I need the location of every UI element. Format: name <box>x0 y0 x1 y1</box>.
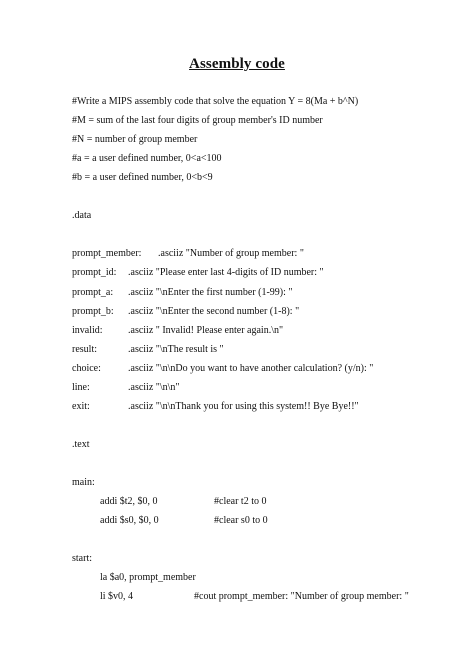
data-label-prompt-id: prompt_id: <box>72 267 117 278</box>
main-instruction-1-comment: #clear t2 to 0 <box>214 496 267 507</box>
main-instruction-1-code: addi $t2, $0, 0 <box>100 496 158 507</box>
data-label-exit: exit: <box>72 401 90 412</box>
document-title: Assembly code <box>189 56 285 72</box>
data-value-prompt-a: .asciiz "\nEnter the first number (1-99): " <box>128 287 293 298</box>
data-value-prompt-member: .asciiz "Number of group member: " <box>158 248 304 259</box>
comment-line-3: #N = number of group member <box>72 134 198 145</box>
data-label-prompt-a: prompt_a: <box>72 287 114 298</box>
data-label-choice: choice: <box>72 363 101 374</box>
data-label-prompt-b: prompt_b: <box>72 306 114 317</box>
text-directive: .text <box>72 439 90 450</box>
data-label-invalid: invalid: <box>72 325 103 336</box>
data-value-result: .asciiz "\nThe result is " <box>128 344 224 355</box>
data-value-choice: .asciiz "\n\nDo you want to have another calculation? (y/n): " <box>128 363 374 374</box>
start-label: start: <box>72 553 92 564</box>
start-instruction-2-code: li $v0, 4 <box>100 591 134 602</box>
data-label-line: line: <box>72 382 90 393</box>
data-label-prompt-member: prompt_member: <box>72 248 142 259</box>
comment-line-5: #b = a user defined number, 0<b<9 <box>72 172 213 183</box>
data-label-result: result: <box>72 344 97 355</box>
comment-line-2: #M = sum of the last four digits of group member's ID number <box>72 115 323 126</box>
data-value-exit: .asciiz "\n\nThank you for using this system!! Bye Bye!!" <box>128 401 359 412</box>
data-directive: .data <box>72 210 92 221</box>
main-instruction-2-code: addi $s0, $0, 0 <box>100 515 159 526</box>
comment-line-1: #Write a MIPS assembly code that solve the equation Y = 8(Ma + b^N) <box>72 96 359 107</box>
data-value-line: .asciiz "\n\n" <box>128 382 180 393</box>
main-label: main: <box>72 477 95 488</box>
data-value-prompt-id: .asciiz "Please enter last 4-digits of ID number: " <box>128 267 324 278</box>
start-instruction-1-code: la $a0, prompt_member <box>100 572 196 583</box>
comment-line-4: #a = a user defined number, 0<a<100 <box>72 153 222 164</box>
main-instruction-2-comment: #clear s0 to 0 <box>214 515 268 526</box>
data-value-invalid: .asciiz " Invalid! Please enter again.\n" <box>128 325 284 336</box>
data-value-prompt-b: .asciiz "\nEnter the second number (1-8): " <box>128 306 300 317</box>
start-instruction-2-comment: #cout prompt_member: "Number of group member: " <box>194 591 409 602</box>
